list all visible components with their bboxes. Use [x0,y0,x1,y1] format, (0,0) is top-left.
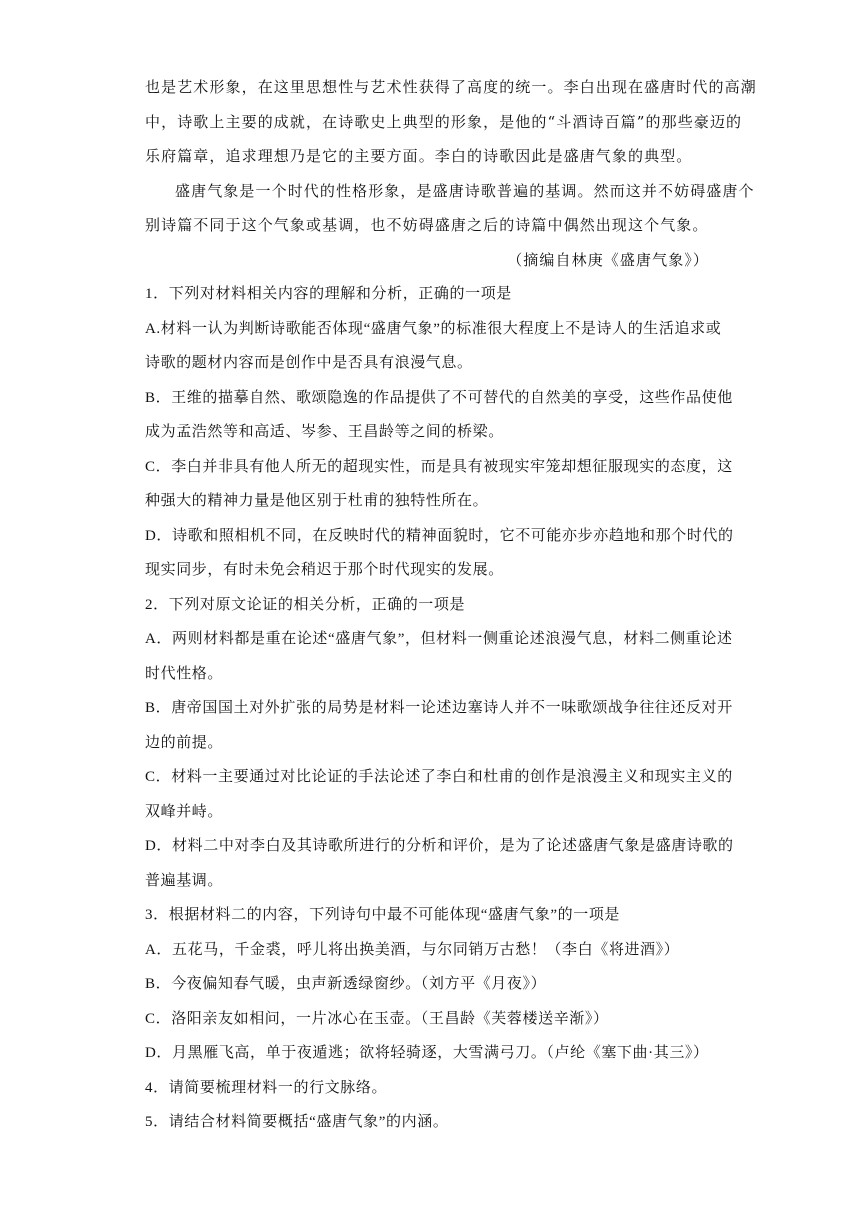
document-page [145,70,757,1140]
question-stem: 1．下列对材料相关内容的理解和分析，正确的一项是 [145,286,512,302]
passage-line: 别诗篇不同于这个气象或基调，也不妨碍盛唐之后的诗篇中偶然出现这个气象。 [145,216,709,234]
passage-paragraph-2 [145,174,755,243]
option-line: 成为孟浩然等和高适、岑参、王昌龄等之间的桥梁。 [145,424,504,440]
question-stem: 2．下列对原文论证的相关分析，正确的一项是 [145,596,466,613]
option-line: 现实同步，有时未免会稍迟于那个时代现实的发展。 [145,562,504,578]
question-3 [145,898,715,1071]
option-line: 诗歌的题材内容而是创作中是否具有浪漫气息。 [145,355,473,371]
option-line: 种强大的精神力量是他区别于杜甫的独特性所在。 [145,493,489,509]
option-line: A．五花马，千金裘，呼儿将出换美酒，与尔同销万古愁！（李白《将进酒》） [145,941,680,958]
option-line: B．今夜偏知春气暖，虫声新透绿窗纱。（刘方平《月夜》） [145,976,547,992]
question-1 [145,277,734,588]
option-line: C．洛阳亲友如相问，一片冰心在玉壶。（王昌龄《芙蓉楼送辛渐》） [145,1010,609,1027]
option-line: C．材料一主要通过对比论证的手法论述了李白和杜甫的创作是浪漫主义和现实主义的 [145,769,733,785]
passage-source: （摘编自林庚《盛唐气象》） [507,250,709,269]
option-line: D．材料二中对李白及其诗歌所进行的分析和评价，是为了论述盛唐气象是盛唐诗歌的 [145,838,734,854]
passage-line: 乐府篇章，追求理想乃是它的主要方面。李白的诗歌因此是盛唐气象的典型。 [145,147,693,165]
option-line: 双峰并峙。 [145,803,224,820]
option-line: 普遍基调。 [145,872,224,889]
question-stem: 4．请简要梳理材料一的行文脉络。 [145,1079,388,1096]
option-line: A．两则材料都是重在论述“盛唐气象”，但材料一侧重论述浪漫气息，材料二侧重论述 [145,631,733,647]
option-line: 边的前提。 [145,734,224,751]
option-line: B．唐帝国国土对外扩张的局势是材料一论述边塞诗人并不一味歌颂战争往往还反对开 [145,700,733,716]
question-5 [145,1105,715,1140]
passage-line: 中，诗歌上主要的成就，在诗歌史上典型的形象，是他的“斗酒诗百篇”的那些豪迈的 [145,112,743,131]
passage-line: 盛唐气象是一个时代的性格形象，是盛唐诗歌普遍的基调。然而这并不妨碍盛唐个 [175,181,755,200]
option-line: A.材料一认为判断诗歌能否体现“盛唐气象”的标准很大程度上不是诗人的生活追求或 [145,320,722,337]
question-2 [145,588,734,899]
option-line: 时代性格。 [145,665,224,682]
passage-paragraph-1 [145,70,757,174]
question-stem: 3．根据材料二的内容，下列诗句中最不可能体现“盛唐气象”的一项是 [145,907,621,923]
question-stem: 5．请结合材料简要概括“盛唐气象”的内涵。 [145,1114,449,1130]
option-line: D．诗歌和照相机不同，在反映时代的精神面貌时，它不可能亦步亦趋地和那个时代的 [145,527,734,544]
passage-line: 也是艺术形象，在这里思想性与艺术性获得了高度的统一。李白出现在盛唐时代的高潮 [145,78,757,96]
option-line: D．月黑雁飞高，单于夜遁逃；欲将轻骑逐，大雪满弓刀。（卢纶《塞下曲·其三》） [145,1045,709,1061]
question-4 [145,1071,715,1106]
option-line: B．王维的描摹自然、歌颂隐逸的作品提供了不可替代的自然美的享受，这些作品使他 [145,389,733,406]
option-line: C．李白并非具有他人所无的超现实性，而是具有被现实牢笼却想征服现实的态度，这 [145,458,733,475]
